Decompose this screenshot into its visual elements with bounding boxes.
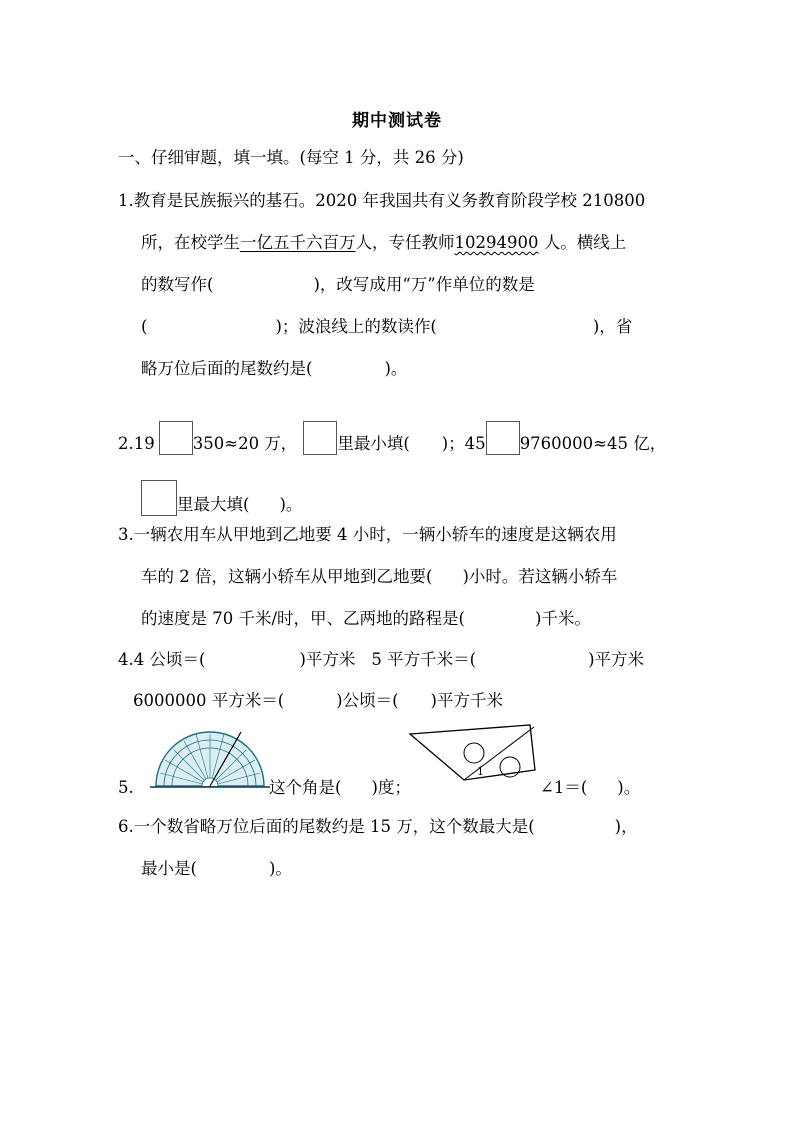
q6-text: )。 bbox=[268, 859, 292, 878]
q1-text: 的数写作( bbox=[141, 275, 214, 294]
q6-text: )， bbox=[614, 817, 638, 836]
q1-line2 bbox=[141, 231, 626, 255]
q3-text: 车的 2 倍，这辆小轿车从甲地到乙地要( bbox=[141, 567, 433, 586]
q3-text: )千米。 bbox=[534, 609, 591, 628]
q5-text: ∠1＝( bbox=[540, 778, 588, 797]
q5-text: )度； bbox=[371, 778, 411, 797]
section-heading: 一、仔细审题，填一填。(每空 1 分，共 26 分) bbox=[118, 148, 464, 167]
digit-box[interactable] bbox=[486, 421, 520, 455]
q1-text: 人。横线上 bbox=[538, 233, 627, 252]
q2-text: 350≈20 万， bbox=[192, 434, 298, 453]
q6-line1 bbox=[118, 815, 638, 839]
q4-text: 5 平方千米＝( bbox=[371, 650, 477, 669]
q4-text: 4.4 公顷＝( bbox=[118, 650, 206, 669]
q1-line1 bbox=[118, 189, 645, 213]
q4-text: 6000000 平方米＝( bbox=[133, 691, 285, 710]
digit-box[interactable] bbox=[159, 421, 193, 455]
q1-line5 bbox=[141, 357, 407, 381]
wavy-underlined-number: 10294900 bbox=[454, 233, 539, 252]
underlined-number-text: 一亿五千六百万 bbox=[240, 233, 356, 252]
q4-text: )平方米 bbox=[588, 650, 644, 669]
q3-line1: 3.一辆农用车从甲地到乙地要 4 小时，一辆小轿车的速度是这辆农用 bbox=[118, 525, 617, 544]
q1-text: )。 bbox=[384, 359, 408, 378]
triangle-ruler bbox=[410, 725, 535, 780]
q6-text: 6.一个数省略万位后面的尾数约是 15 万，这个数最大是( bbox=[118, 817, 535, 836]
page-title: 期中测试卷 bbox=[352, 111, 442, 131]
q1-text: 人，专任教师 bbox=[355, 233, 455, 252]
q6-line2 bbox=[141, 857, 292, 881]
q1-text: )；波浪线上的数读作( bbox=[275, 317, 437, 336]
q3-line2 bbox=[141, 565, 617, 589]
q5-text-1 bbox=[269, 776, 411, 800]
q2-text: 9760000≈45 亿， bbox=[519, 434, 667, 453]
q1-text: 略万位后面的尾数约是( bbox=[141, 359, 313, 378]
q1-text: )，改写成用“万”作单位的数是 bbox=[313, 275, 535, 294]
q1-text: )，省 bbox=[592, 317, 633, 336]
protractor-figure bbox=[150, 728, 270, 792]
q4-text: )公顷＝( bbox=[336, 691, 399, 710]
q2-line2 bbox=[141, 480, 302, 517]
q2-text: 里最小填( bbox=[337, 434, 410, 453]
q4-line2 bbox=[133, 689, 503, 713]
q2-text: )。 bbox=[279, 495, 303, 514]
q1-text: 所，在校学生 bbox=[141, 233, 240, 252]
q2-text: 2.19 bbox=[118, 434, 155, 453]
q4-text: )平方米 bbox=[299, 650, 356, 669]
q5-text: 这个角是( bbox=[269, 778, 342, 797]
q3-text: 的速度是 70 千米/时，甲、乙两地的路程是( bbox=[141, 609, 465, 628]
q2-line1 bbox=[118, 421, 666, 456]
q4-text: )平方千米 bbox=[430, 691, 503, 710]
q3-text: )小时。若这辆小轿车 bbox=[462, 567, 618, 586]
q5-number: 5. bbox=[118, 778, 134, 797]
q2-text: 里最大填( bbox=[177, 495, 250, 514]
q1-line3 bbox=[141, 273, 535, 297]
q1-text: ( bbox=[141, 317, 148, 336]
q3-line3 bbox=[141, 607, 591, 631]
q6-text: 最小是( bbox=[141, 859, 197, 878]
q2-text: )；45 bbox=[441, 434, 486, 453]
q5-text-2 bbox=[540, 776, 640, 800]
triangle-ruler-figure bbox=[408, 722, 536, 784]
q1-line4 bbox=[141, 315, 632, 339]
q4-line1 bbox=[118, 648, 644, 672]
angle-label: 1 bbox=[477, 765, 484, 778]
q1-text: 1.教育是民族振兴的基石。2020 年我国共有义务教育阶段学校 210800 bbox=[118, 191, 646, 210]
digit-box[interactable] bbox=[303, 421, 337, 455]
q5-text: )。 bbox=[617, 778, 641, 797]
digit-box[interactable] bbox=[141, 480, 177, 516]
